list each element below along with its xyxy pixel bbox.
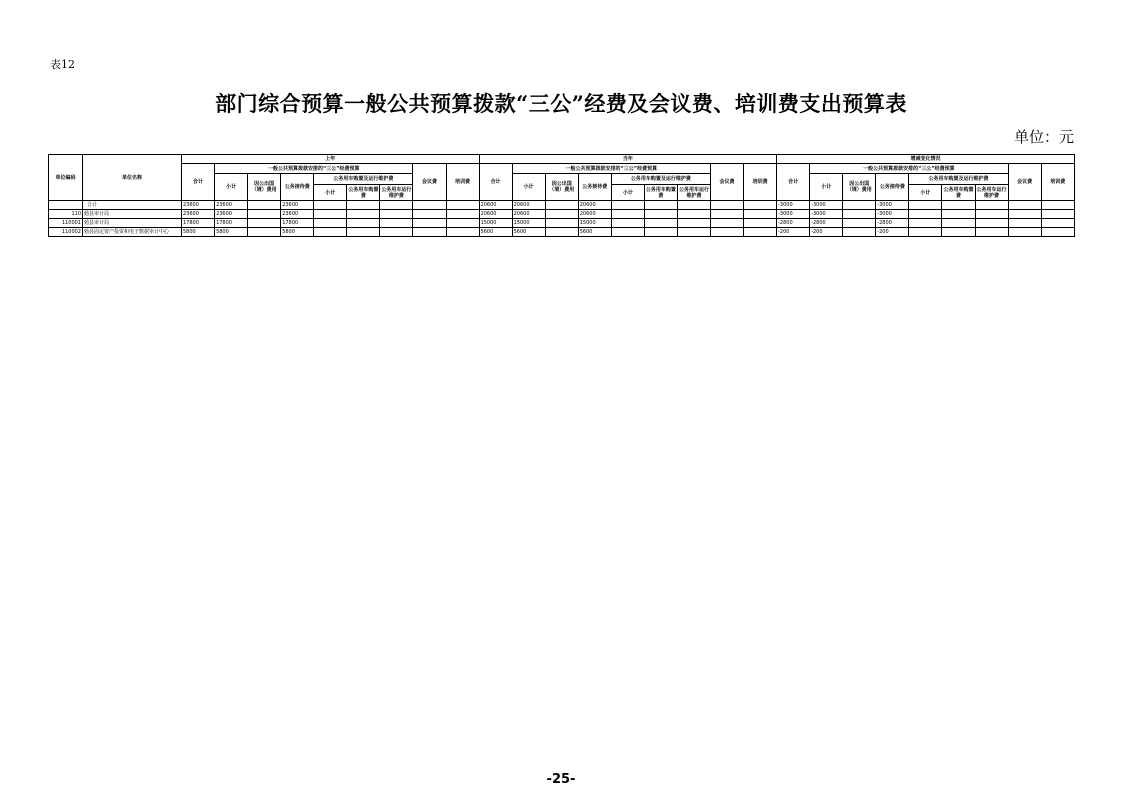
- header-subtotal-previous: 小计: [215, 174, 248, 201]
- amount-cell: [909, 228, 942, 237]
- header-vehicle-group-current: 公务用车购置及运行维护费: [611, 174, 710, 185]
- unit-name-cell: 合计: [83, 201, 182, 210]
- amount-cell: [677, 210, 710, 219]
- amount-cell: [347, 201, 380, 210]
- amount-cell: [611, 219, 644, 228]
- amount-cell: [744, 210, 777, 219]
- amount-cell: [314, 228, 347, 237]
- amount-cell: [248, 219, 281, 228]
- amount-cell: 17800: [182, 219, 215, 228]
- amount-cell: [843, 210, 876, 219]
- amount-cell: -2800: [876, 219, 909, 228]
- amount-cell: [744, 228, 777, 237]
- header-group-row: [49, 164, 1075, 174]
- amount-cell: 17800: [281, 219, 314, 228]
- amount-cell: [380, 219, 413, 228]
- header-vehicle-purchase-previous: 公务用车购置费: [348, 186, 379, 199]
- amount-cell: [909, 219, 942, 228]
- table-row: [49, 210, 1075, 219]
- amount-cell: [942, 219, 975, 228]
- amount-cell: [611, 228, 644, 237]
- amount-cell: 20600: [479, 210, 512, 219]
- amount-cell: -2800: [810, 219, 843, 228]
- header-vehicle-maintenance-previous: 公务用车运行维护费: [381, 186, 412, 199]
- amount-cell: [843, 201, 876, 210]
- amount-cell: [1008, 210, 1041, 219]
- amount-cell: [644, 210, 677, 219]
- amount-cell: [1041, 219, 1074, 228]
- amount-cell: [975, 210, 1008, 219]
- amount-cell: [545, 228, 578, 237]
- amount-cell: 15000: [578, 219, 611, 228]
- amount-cell: -200: [810, 228, 843, 237]
- amount-cell: [975, 219, 1008, 228]
- amount-cell: [644, 219, 677, 228]
- page-number: -25-: [546, 772, 576, 787]
- header-training-change: 培训费: [1041, 164, 1074, 201]
- amount-cell: -3000: [876, 201, 909, 210]
- header-vehicle-maintenance-change: 公务用车运行维护费: [976, 186, 1007, 199]
- header-vehicle-purchase-change: 公务用车购置费: [943, 186, 974, 199]
- header-reception-previous: 公务接待费: [281, 174, 314, 201]
- amount-cell: [380, 210, 413, 219]
- amount-cell: -2800: [777, 219, 810, 228]
- amount-cell: -3000: [810, 210, 843, 219]
- amount-cell: 5800: [281, 228, 314, 237]
- page-title: 部门综合预算一般公共预算拨款“三公”经费及会议费、培训费支出预算表: [215, 91, 907, 116]
- header-total-current: 合计: [479, 164, 512, 201]
- header-vehicle-group-previous: 公务用车购置及运行维护费: [314, 174, 413, 185]
- amount-cell: 20600: [512, 201, 545, 210]
- amount-cell: [314, 210, 347, 219]
- amount-cell: [413, 210, 446, 219]
- header-vehicle-subtotal-previous: 小计: [314, 185, 347, 201]
- amount-cell: [446, 210, 479, 219]
- unit-name-cell: 勉县固定资产投资和电子数据审计中心: [83, 228, 182, 237]
- amount-cell: 23600: [281, 201, 314, 210]
- amount-cell: [942, 228, 975, 237]
- header-period-change: 增减变化情况: [777, 155, 1075, 164]
- header-total-change: 合计: [777, 164, 810, 201]
- amount-cell: [314, 201, 347, 210]
- amount-cell: [942, 201, 975, 210]
- amount-cell: [347, 228, 380, 237]
- amount-cell: -3000: [777, 201, 810, 210]
- amount-cell: [413, 228, 446, 237]
- header-vehicle-purchase-current: 公务用车购置费: [645, 186, 676, 199]
- header-training-previous: 培训费: [446, 164, 479, 201]
- amount-cell: [942, 210, 975, 219]
- amount-cell: 20600: [479, 201, 512, 210]
- header-abroad-change: 因公出国（境）费用: [843, 174, 876, 201]
- header-vehicle-subtotal-change: 小计: [909, 185, 942, 201]
- amount-cell: 20600: [512, 210, 545, 219]
- amount-cell: [677, 219, 710, 228]
- amount-cell: [446, 228, 479, 237]
- header-three-public-change: 一般公共预算拨款安排的“三公”经费预算: [810, 164, 1008, 174]
- amount-cell: [545, 210, 578, 219]
- amount-cell: [975, 201, 1008, 210]
- amount-cell: [744, 219, 777, 228]
- table-row: [49, 219, 1075, 228]
- amount-cell: 20600: [578, 210, 611, 219]
- unit-code-cell: 110002: [49, 228, 83, 237]
- amount-cell: 23600: [281, 210, 314, 219]
- unit-label: 单位：元: [1013, 128, 1074, 146]
- amount-cell: [909, 210, 942, 219]
- amount-cell: 5600: [512, 228, 545, 237]
- unit-name-cell: 勉县审计局: [83, 219, 182, 228]
- unit-code-cell: [49, 201, 83, 210]
- table-body: [49, 201, 1075, 237]
- amount-cell: [711, 210, 744, 219]
- amount-cell: [446, 201, 479, 210]
- amount-cell: [644, 228, 677, 237]
- amount-cell: -200: [777, 228, 810, 237]
- amount-cell: [248, 210, 281, 219]
- amount-cell: [413, 219, 446, 228]
- amount-cell: -200: [876, 228, 909, 237]
- amount-cell: 15000: [479, 219, 512, 228]
- amount-cell: [611, 210, 644, 219]
- table-row: [49, 201, 1075, 210]
- table-number-label: 表12: [50, 58, 75, 71]
- amount-cell: 5600: [578, 228, 611, 237]
- amount-cell: [843, 219, 876, 228]
- amount-cell: [1008, 228, 1041, 237]
- amount-cell: [711, 219, 744, 228]
- header-abroad-previous: 因公出国（境）费用: [248, 174, 281, 201]
- header-reception-change: 公务接待费: [876, 174, 909, 201]
- unit-code-cell: 110: [49, 210, 83, 219]
- budget-table: [48, 154, 1075, 237]
- amount-cell: [611, 201, 644, 210]
- amount-cell: [545, 219, 578, 228]
- amount-cell: [843, 228, 876, 237]
- amount-cell: [413, 201, 446, 210]
- amount-cell: [677, 201, 710, 210]
- amount-cell: -3000: [777, 210, 810, 219]
- header-total-previous: 合计: [182, 164, 215, 201]
- amount-cell: -3000: [876, 210, 909, 219]
- header-meeting-change: 会议费: [1008, 164, 1041, 201]
- amount-cell: [248, 201, 281, 210]
- header-period-current: 当年: [479, 155, 777, 164]
- amount-cell: 20600: [578, 201, 611, 210]
- amount-cell: [711, 228, 744, 237]
- header-period-previous: 上年: [182, 155, 480, 164]
- header-three-public-current: 一般公共预算拨款安排的“三公”经费预算: [512, 164, 710, 174]
- amount-cell: [347, 210, 380, 219]
- amount-cell: [380, 201, 413, 210]
- amount-cell: [744, 201, 777, 210]
- header-meeting-current: 会议费: [711, 164, 744, 201]
- header-vehicle-subtotal-current: 小计: [611, 185, 644, 201]
- amount-cell: [1041, 210, 1074, 219]
- amount-cell: [975, 228, 1008, 237]
- amount-cell: [711, 201, 744, 210]
- amount-cell: [1008, 219, 1041, 228]
- amount-cell: [1041, 201, 1074, 210]
- amount-cell: [644, 201, 677, 210]
- header-vehicle-maintenance-current: 公务用车运行维护费: [678, 186, 709, 199]
- table-row: [49, 228, 1075, 237]
- amount-cell: [909, 201, 942, 210]
- amount-cell: 17800: [215, 219, 248, 228]
- unit-name-cell: 勉县审计局: [83, 210, 182, 219]
- amount-cell: [1041, 228, 1074, 237]
- header-meeting-previous: 会议费: [413, 164, 446, 201]
- amount-cell: [248, 228, 281, 237]
- amount-cell: 23600: [182, 210, 215, 219]
- amount-cell: [314, 219, 347, 228]
- amount-cell: [446, 219, 479, 228]
- header-unit-name: 单位名称: [83, 155, 182, 201]
- amount-cell: [1008, 201, 1041, 210]
- amount-cell: 5600: [479, 228, 512, 237]
- amount-cell: [380, 228, 413, 237]
- header-abroad-current: 因公出国（境）费用: [545, 174, 578, 201]
- header-unit-code: 单位编码: [49, 155, 83, 201]
- header-vehicle-group-change: 公务用车购置及运行维护费: [909, 174, 1008, 185]
- header-three-public-previous: 一般公共预算拨款安排的“三公”经费预算: [215, 164, 413, 174]
- amount-cell: 23600: [215, 201, 248, 210]
- amount-cell: 5800: [182, 228, 215, 237]
- unit-code-cell: 110001: [49, 219, 83, 228]
- amount-cell: 15000: [512, 219, 545, 228]
- amount-cell: [677, 228, 710, 237]
- amount-cell: -3000: [810, 201, 843, 210]
- header-subtotal-change: 小计: [810, 174, 843, 201]
- amount-cell: [545, 201, 578, 210]
- amount-cell: 23600: [215, 210, 248, 219]
- amount-cell: 23600: [182, 201, 215, 210]
- amount-cell: [347, 219, 380, 228]
- header-subtotal-current: 小计: [512, 174, 545, 201]
- amount-cell: 5800: [215, 228, 248, 237]
- header-reception-current: 公务接待费: [578, 174, 611, 201]
- header-training-current: 培训费: [744, 164, 777, 201]
